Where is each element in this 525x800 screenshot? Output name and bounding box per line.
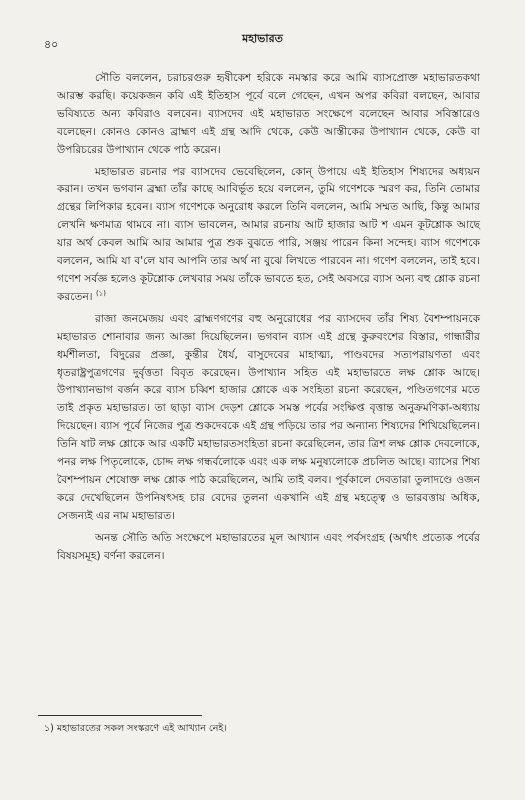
running-title: মহাভারত (242, 32, 283, 45)
page-number: ৪০ (44, 38, 59, 51)
paragraph: অনন্ত সৌতি অতি সংক্ষেপে মহাভারতের মূল আখ্যান এবং পর্বসংগ্রহ (অর্থাৎ প্রত্যেক পর্বের বিষয়সমূহ) বর্ণনা করলেন। (57, 531, 480, 562)
paragraph: রাজা জনমেজয় এবং ব্রাহ্মণগণের বহু অনুরোধের পর ব্যাসদেব তাঁর শিষ্য বৈশম্পায়নকে মহাভারত শোনাবার জন্য আজ্ঞা দিয়েছিলেন। ভগবান ব্যাস এই গ্রন্থে কুরুবংশের বিস্তার, গান্ধারীর ধর্মশীলতা, বিদুরের প্রজ্ঞা, কুন্তীর ধৈর্য, বাসুদেবের মাহাত্ম্য, পাণ্ডবদের সত্যপরায়ণতা এবং ধৃতরাষ্ট্রপুত্রগণের দুর্বৃত্ততা বিবৃত করেছেন। উপাখ্যান সহিত এই মহাভারতে লক্ষ শ্লোক আছে। উপাখ্যানভাগ বর্জন করে ব্যাস চব্বিশ হাজার শ্লোকে এক সংহিতা রচনা করেছেন, পণ্ডিতগণের মতে তাই প্রকৃত মহাভারত। তা ছাড়া ব্যাস দেড়শ শ্লোকে সমস্ত পর্বের সংক্ষিপ্ত বৃত্তান্ত অনুক্রমণিকা-অধ্যায় দিয়েছেন। ব্যাস পূর্বে নিজের পুত্র শুকদেবকে এই গ্রন্থ পড়িয়ে তার পর অন্যান্য শিষ্যদের শিখিয়েছিলেন। তিনি ষাট লক্ষ শ্লোকে আর একটি মহাভারতসংহিতা রচনা করেছিলেন, তার ত্রিশ লক্ষ শ্লোক দেবলোকে, পনর লক্ষ পিতৃলোকে, চোদ্দ লক্ষ গন্ধর্বলোকে এবং এক লক্ষ মনুষ্যলোকে প্রচলিত আছে। ব্যাসের শিষ্য বৈশম্পায়ন শেষোক্ত লক্ষ শ্লোক পাঠ করেছিলেন, আমি তাই বলব। পূর্বকালে দেবতারা তুলাদণ্ডে ওজন করে দেখেছিলেন উপনিষৎসহ চার বেদের তুলনা একখানি এই গ্রন্থ মহত্ত্বে ও ভারবত্তায় অধিক, সেজন্যই এর নাম মহাভারত। (57, 312, 480, 522)
paragraph-text: মহাভারত রচনার পর ব্যাসদেব ভেবেছিলেন, কোন্‌ উপায়ে এই ইতিহাস শিষ্যদের অধ্যয়ন করান। তখন ভগবান ব্রহ্মা তাঁর কাছে আবির্ভূত হয়ে বললেন, তুমি গণেশকে স্মরণ কর, তিনি তোমার গ্রন্থের লিপিকার হবেন। ব্যাস গণেশকে অনুরোধ করলে তিনি বললেন, আমি সম্মত আছি, কিন্তু আমার লেখনি ক্ষণমাত্র থামবে না। ব্যাস ভাবলেন, আমার রচনায় আট হাজার আট শ এমন কূটশ্লোক আছে যার অর্থ কেবল আমি আর আমার পুত্র শুক বুঝতে পারি, সঞ্জয় পারেন কিনা সন্দেহ। ব্যাস গণেশকে বললেন, আমি যা ব'লে যাব আপনি তার অর্থ না বুঝে লিখতে পারবেন না। গণেশ বললেন, তাই হবে। গণেশ সর্বজ্ঞ হলেও কূটশ্লোক লেখবার সময় তাঁকে ভাবতে হত, সেই অবসরে ব্যাস অন্য বহু শ্লোক রচনা করতেন। (57, 165, 480, 303)
footnote-divider (38, 715, 202, 716)
paragraph (57, 164, 480, 307)
footnote: ১) মহাভারতের সকল সংস্করণে এই আখ্যান নেই। (44, 723, 227, 734)
body-text (57, 70, 480, 565)
footnote-marker: (১) (95, 289, 106, 298)
paragraph: সৌতি বললেন, চরাচরগুরু হৃষীকেশ হরিকে নমস্কার করে আমি ব্যাসপ্রোক্ত মহাভারতকথা আরম্ভ করছি। কয়েকজন কবি এই ইতিহাস পূর্বে বলে গেছেন, এখন অপর কবিরা বলছেন, আবার ভবিষ্যতে অন্য কবিরাও বলবেন। ব্যাসদেব এই মহাভারত সংক্ষেপে বলেছেন আবার সবিস্তারেও বলেছেন। কোনও কোনও ব্রাহ্মণ এই গ্রন্থ আদি থেকে, কেউ আস্তীকের উপাখ্যান থেকে, কেউ বা উপরিচরের উপাখ্যান থেকে পাঠ করেন। (57, 72, 480, 156)
